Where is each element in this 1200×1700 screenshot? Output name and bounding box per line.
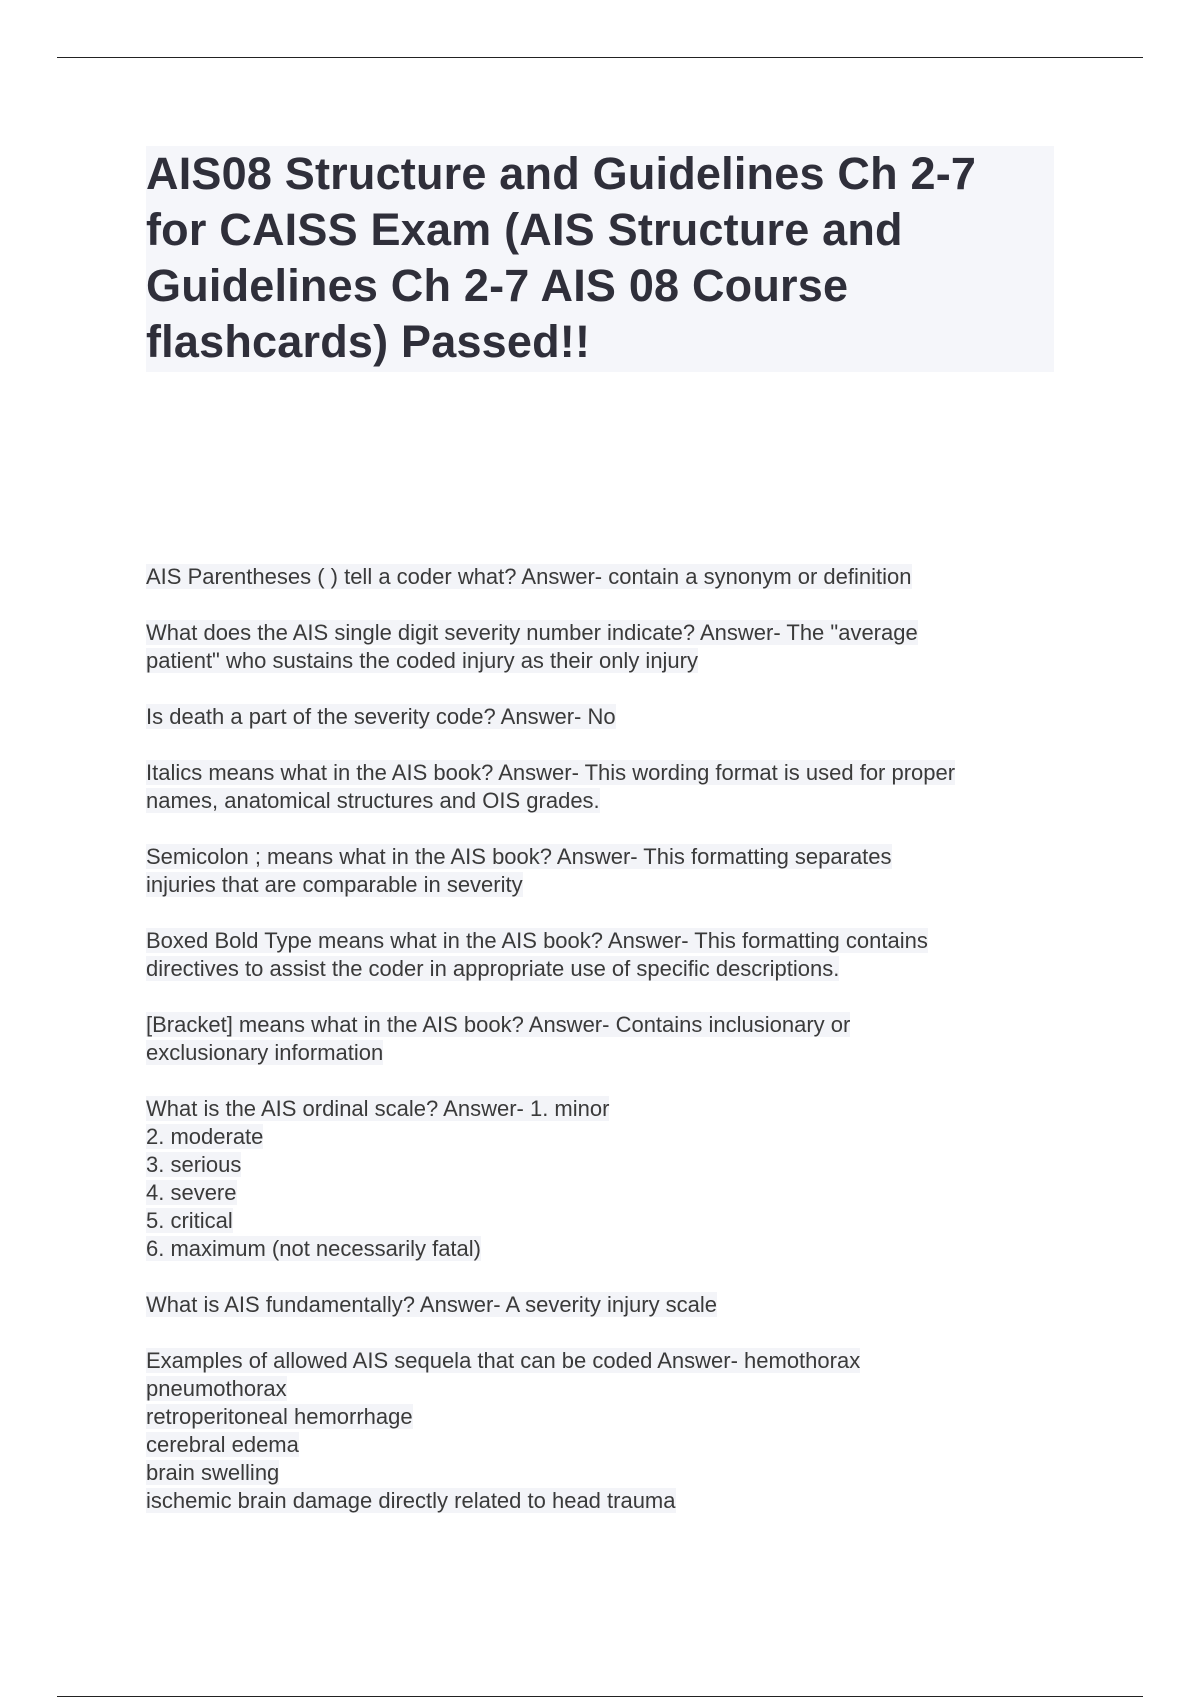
flashcard-line: [Bracket] means what in the AIS book? Answer- Contains inclusionary or bbox=[146, 1012, 851, 1037]
flashcard-item bbox=[146, 843, 1066, 899]
flashcard-line: 6. maximum (not necessarily fatal) bbox=[146, 1236, 481, 1261]
document-title bbox=[146, 146, 1054, 372]
flashcard-line: Semicolon ; means what in the AIS book? Answer- This formatting separates bbox=[146, 844, 892, 869]
flashcard-list bbox=[146, 563, 1066, 1543]
flashcard-line: injuries that are comparable in severity bbox=[146, 872, 523, 897]
flashcard-line: 4. severe bbox=[146, 1180, 237, 1205]
title-line: for CAISS Exam (AIS Structure and bbox=[146, 204, 903, 255]
flashcard-line: pneumothorax bbox=[146, 1376, 287, 1401]
top-rule bbox=[57, 57, 1143, 58]
flashcard-line: Examples of allowed AIS sequela that can be coded Answer- hemothorax bbox=[146, 1348, 861, 1373]
flashcard-item bbox=[146, 1347, 1066, 1515]
title-line: flashcards) Passed!! bbox=[146, 316, 591, 367]
flashcard-line: Is death a part of the severity code? Answer- No bbox=[146, 704, 616, 729]
flashcard-line: Boxed Bold Type means what in the AIS book? Answer- This formatting contains bbox=[146, 928, 928, 953]
title-line: AIS08 Structure and Guidelines Ch 2-7 bbox=[146, 148, 977, 199]
flashcard-line: 3. serious bbox=[146, 1152, 242, 1177]
flashcard-item bbox=[146, 927, 1066, 983]
flashcard-item bbox=[146, 703, 1066, 731]
flashcard-line: 2. moderate bbox=[146, 1124, 264, 1149]
flashcard-line: What does the AIS single digit severity number indicate? Answer- The "average bbox=[146, 620, 918, 645]
flashcard-line: ischemic brain damage directly related to head trauma bbox=[146, 1488, 676, 1513]
flashcard-item bbox=[146, 1011, 1066, 1067]
flashcard-line: directives to assist the coder in appropriate use of specific descriptions. bbox=[146, 956, 840, 981]
flashcard-line: Italics means what in the AIS book? Answer- This wording format is used for proper bbox=[146, 760, 956, 785]
flashcard-line: 5. critical bbox=[146, 1208, 233, 1233]
flashcard-line: exclusionary information bbox=[146, 1040, 384, 1065]
flashcard-line: retroperitoneal hemorrhage bbox=[146, 1404, 413, 1429]
bottom-rule bbox=[57, 1696, 1143, 1697]
flashcard-line: names, anatomical structures and OIS grades. bbox=[146, 788, 600, 813]
flashcard-item bbox=[146, 563, 1066, 591]
flashcard-line: patient" who sustains the coded injury as their only injury bbox=[146, 648, 698, 673]
flashcard-line: AIS Parentheses ( ) tell a coder what? Answer- contain a synonym or definition bbox=[146, 564, 912, 589]
flashcard-item bbox=[146, 1291, 1066, 1319]
title-block bbox=[146, 146, 1054, 372]
title-line: Guidelines Ch 2-7 AIS 08 Course bbox=[146, 260, 849, 311]
flashcard-line: cerebral edema bbox=[146, 1432, 299, 1457]
flashcard-item bbox=[146, 759, 1066, 815]
flashcard-item bbox=[146, 619, 1066, 675]
flashcard-line: What is the AIS ordinal scale? Answer- 1. minor bbox=[146, 1096, 610, 1121]
flashcard-line: brain swelling bbox=[146, 1460, 280, 1485]
flashcard-line: What is AIS fundamentally? Answer- A severity injury scale bbox=[146, 1292, 718, 1317]
flashcard-item bbox=[146, 1095, 1066, 1263]
